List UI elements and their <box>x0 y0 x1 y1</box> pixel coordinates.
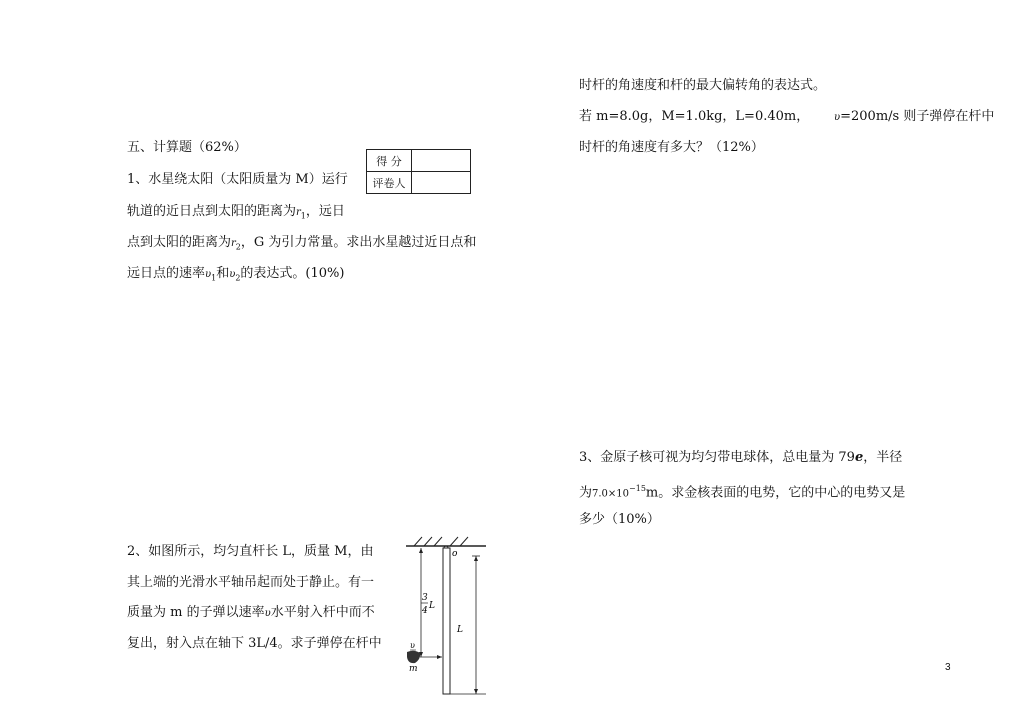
q2-cont-line-2: 若 m=8.0g，M=1.0kg，L=0.40m， υ=200m/s 则子弹停在杆中 <box>579 109 995 124</box>
score-cell[interactable] <box>412 150 471 172</box>
grader-cell[interactable] <box>412 172 471 194</box>
frac-denominator: 4 <box>422 606 428 616</box>
q3-line-3: 多少（10%） <box>579 512 660 527</box>
frac-variable: L <box>429 601 435 611</box>
q3-line-1: 3、金原子核可视为均匀带电球体，总电量为 79e，半径 <box>579 450 903 465</box>
q1-line-3: 点到太阳的距离为$r_2$，G 为引力常量。求出水星越过近日点和 <box>127 235 477 252</box>
q1-line-4: 远日点的速率$\upsilon_1$和$\upsilon_2$的表达式。(10%) <box>127 266 345 283</box>
bullet-label: m <box>409 664 418 674</box>
q2-line-1: 2、如图所示，均匀直杆长 L，质量 M，由 <box>127 544 374 559</box>
grader-label: 评卷人 <box>367 172 412 194</box>
q2-line-3: 质量为 m 的子弹以速率υ水平射入杆中而不 <box>127 605 375 620</box>
q1-line-1: 1、水星绕太阳（太阳质量为 M）运行 <box>127 172 348 187</box>
section-title: 五、计算题（62%） <box>127 140 247 155</box>
q3-line-2: 为$7.0\times 10^{-15}m$。求金核表面的电势，它的中心的电势又是 <box>579 484 906 501</box>
length-label: L <box>457 625 463 635</box>
frac-numerator: 3 <box>422 593 428 603</box>
rod-figure <box>402 532 492 702</box>
bullet-icon <box>407 651 420 663</box>
q2-cont-line-1: 时杆的角速度和杆的最大偏转角的表达式。 <box>579 78 827 93</box>
q2-cont-line-3: 时杆的角速度有多大？（12%） <box>579 140 764 155</box>
page-number: 3 <box>945 662 951 673</box>
score-label: 得 分 <box>367 150 412 172</box>
pivot-label: o <box>452 549 458 559</box>
rod <box>443 548 450 694</box>
q2-line-2: 其上端的光滑水平轴吊起而处于静止。有一 <box>127 575 375 590</box>
q1-line-2: 轨道的近日点到太阳的距离为$r_1$，远日 <box>127 204 345 221</box>
velocity-label: υ <box>410 641 415 650</box>
score-table <box>366 149 471 194</box>
q2-line-4: 复出，射入点在轴下 3L/4。求子弹停在杆中 <box>127 636 382 651</box>
